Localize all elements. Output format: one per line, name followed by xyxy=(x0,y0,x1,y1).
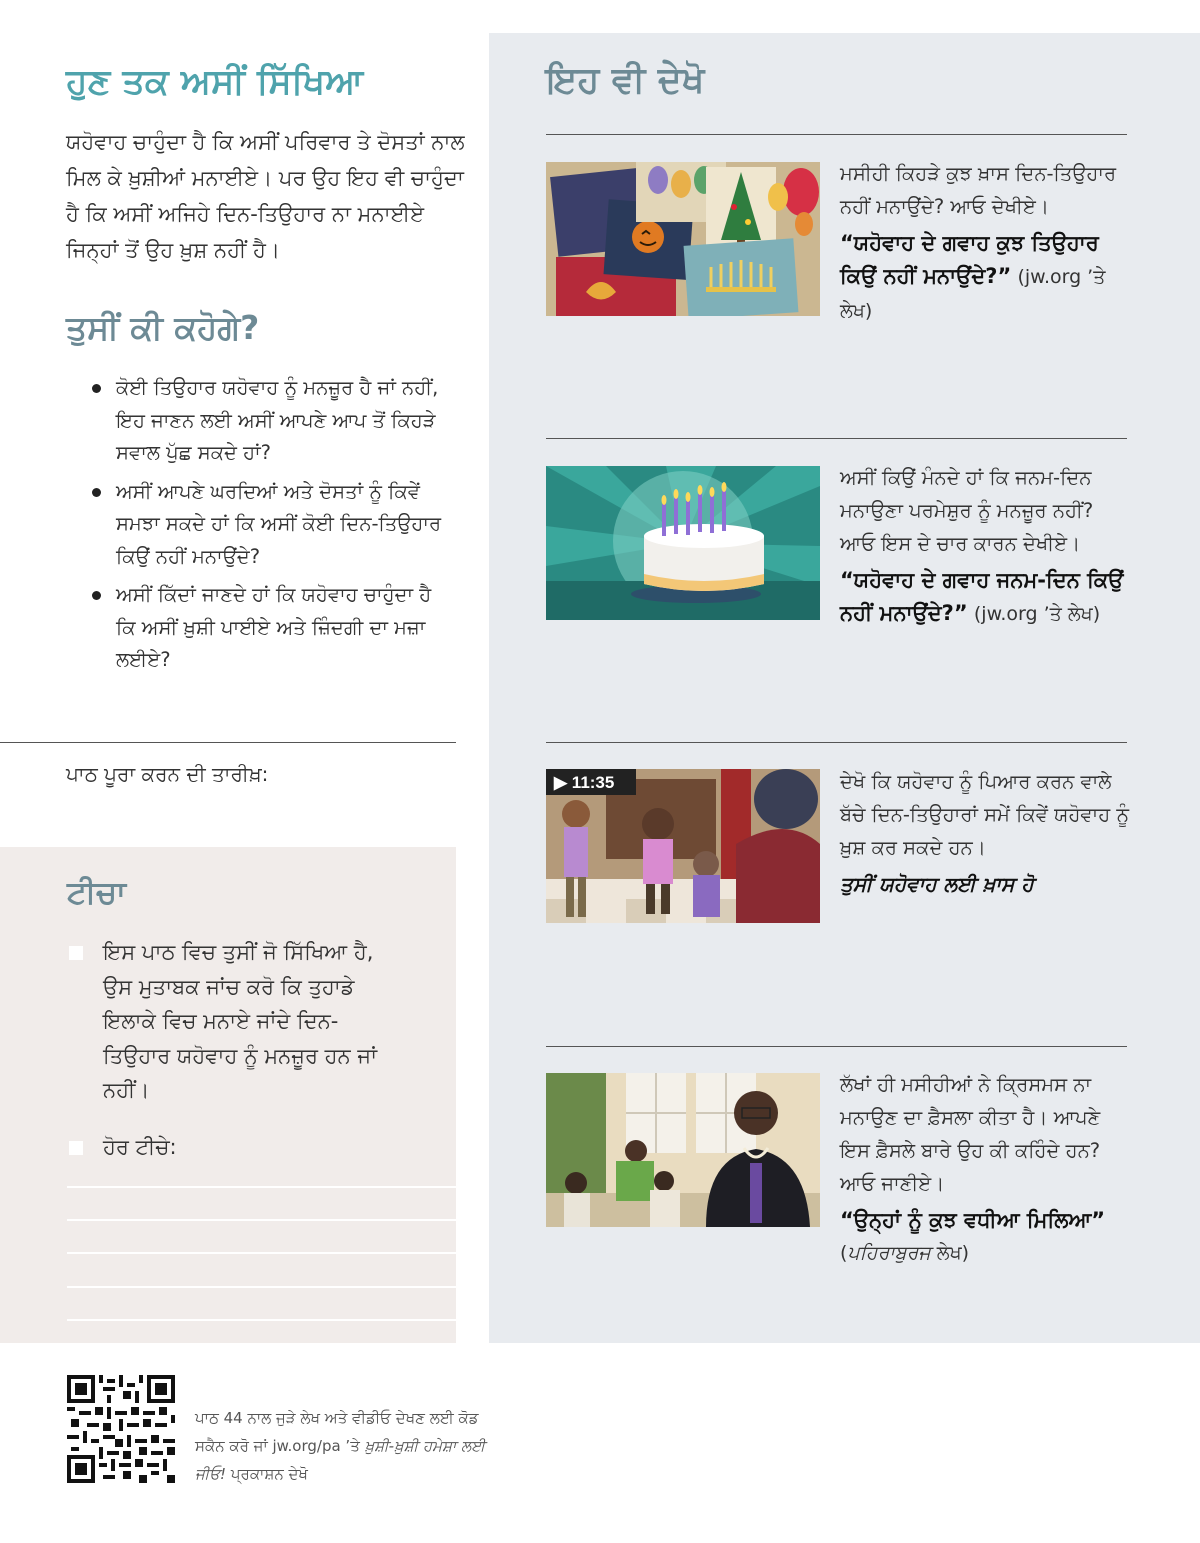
completion-date-label: ਪਾਠ ਪੂਰਾ ਕਰਨ ਦੀ ਤਾਰੀਖ਼: xyxy=(66,762,269,786)
summary-title: ਹੁਣ ਤਕ ਅਸੀਂ ਸਿੱਖਿਆ xyxy=(66,62,364,102)
see-also-title: ਇਹ ਵੀ ਦੇਖੋ xyxy=(546,60,705,101)
card-text xyxy=(840,765,1130,901)
footer-text-end: ਪ੍ਰਕਾਸ਼ਨ ਦੇਖੋ xyxy=(226,1465,308,1483)
question-text: ਅਸੀਂ ਆਪਣੇ ਘਰਦਿਆਂ ਅਤੇ ਦੋਸਤਾਂ ਨੂੰ ਕਿਵੇਂ ਸਮਝਾ ਸਕਦੇ ਹਾਂ ਕਿ ਅਸੀਂ ਕੋਈ ਦਿਨ-ਤਿਉਹਾਰ ਕਿਉਂ ਨਹੀਂ ਮਨਾਉਂਦੇ? xyxy=(116,479,442,568)
list-item xyxy=(92,476,452,574)
goal-text: ਇਸ ਪਾਠ ਵਿਚ ਤੁਸੀਂ ਜੋ ਸਿੱਖਿਆ ਹੈ, ਉਸ ਮੁਤਾਬਕ ਜਾਂਚ ਕਰੋ ਕਿ ਤੁਹਾਡੇ ਇਲਾਕੇ ਵਿਚ ਮਨਾਏ ਜਾਂਦੇ ਦਿਨ-ਤਿਉਹਾਰ ਯਹੋਵਾਹ ਨੂੰ ਮਨਜ਼ੂਰ ਹਨ ਜਾਂ ਨਹੀਂ। xyxy=(103,940,378,1102)
bullet-icon xyxy=(92,488,101,497)
writing-line[interactable] xyxy=(67,1186,456,1188)
holidays-collage-image[interactable] xyxy=(546,162,820,316)
article-source: (jw.org ’ਤੇ ਲੇਖ) xyxy=(973,603,1101,625)
list-item xyxy=(92,372,452,470)
divider xyxy=(546,1046,1127,1047)
question-text: ਅਸੀਂ ਕਿੱਦਾਂ ਜਾਣਦੇ ਹਾਂ ਕਿ ਯਹੋਵਾਹ ਚਾਹੁੰਦਾ ਹੈ ਕਿ ਅਸੀਂ ਖ਼ੁਸ਼ੀ ਪਾਈਏ ਅਤੇ ਜ਼ਿੰਦਗੀ ਦਾ ਮਜ਼ਾ ਲਈਏ? xyxy=(116,583,432,671)
divider xyxy=(546,134,1127,135)
goal-checkbox[interactable] xyxy=(69,1141,83,1155)
summary-text: ਯਹੋਵਾਹ ਚਾਹੁੰਦਾ ਹੈ ਕਿ ਅਸੀਂ ਪਰਿਵਾਰ ਤੇ ਦੋਸਤਾਂ ਨਾਲ ਮਿਲ ਕੇ ਖ਼ੁਸ਼ੀਆਂ ਮਨਾਈਏ। ਪਰ ਉਹ ਇਹ ਵੀ ਚਾਹੁੰਦਾ ਹੈ ਕਿ ਅਸੀਂ ਅਜਿਹੇ ਦਿਨ-ਤਿਉਹਾਰ ਨਾ ਮਨਾਈਏ ਜਿਨ੍ਹਾਂ ਤੋਂ ਉਹ ਖ਼ੁਸ਼ ਨਹੀਂ ਹੈ। xyxy=(66,130,465,262)
questions-list xyxy=(92,372,452,683)
article-source: (jw.org ’ਤੇ ਲੇਖ) xyxy=(840,266,1106,322)
divider xyxy=(0,742,456,743)
qr-code[interactable] xyxy=(67,1375,175,1483)
card-description: ਅਸੀਂ ਕਿਉਂ ਮੰਨਦੇ ਹਾਂ ਕਿ ਜਨਮ-ਦਿਨ ਮਨਾਉਣਾ ਪਰਮੇਸ਼ੁਰ ਨੂੰ ਮਨਜ਼ੂਰ ਨਹੀਂ? ਆਓ ਇਸ ਦੇ ਚਾਰ ਕਾਰਨ ਦੇਖੀਏ। xyxy=(840,466,1094,555)
magazine-name: ਪਹਿਰਾਬੁਰਜ xyxy=(847,1242,931,1264)
bullet-icon xyxy=(92,384,101,393)
card-description: ਦੇਖੋ ਕਿ ਯਹੋਵਾਹ ਨੂੰ ਪਿਆਰ ਕਰਨ ਵਾਲੇ ਬੱਚੇ ਦਿਨ-ਤਿਉਹਾਰਾਂ ਸਮੇਂ ਕਿਵੇਂ ਯਹੋਵਾਹ ਨੂੰ ਖ਼ੁਸ਼ ਕਰ ਸਕਦੇ ਹਨ। xyxy=(840,770,1130,859)
writing-line[interactable] xyxy=(67,1319,456,1321)
card-description: ਲੱਖਾਂ ਹੀ ਮਸੀਹੀਆਂ ਨੇ ਕ੍ਰਿਸਮਸ ਨਾ ਮਨਾਉਣ ਦਾ ਫ਼ੈਸਲਾ ਕੀਤਾ ਹੈ। ਆਪਣੇ ਇਸ ਫ਼ੈਸਲੇ ਬਾਰੇ ਉਹ ਕੀ ਕਹਿੰਦੇ ਹਨ? ਆਓ ਜਾਣੀਏ। xyxy=(840,1073,1101,1195)
divider xyxy=(546,742,1127,743)
family-photo-image[interactable] xyxy=(546,1073,820,1227)
article-link[interactable]: “ਯਹੋਵਾਹ ਦੇ ਗਵਾਹ ਕੁਝ ਤਿਉਹਾਰ ਕਿਉਂ ਨਹੀਂ ਮਨਾਉਂਦੇ?” xyxy=(840,231,1099,288)
writing-line[interactable] xyxy=(67,1219,456,1221)
birthday-cake-image[interactable] xyxy=(546,466,820,620)
footer-text-main: ਪਾਠ 44 ਨਾਲ ਜੁੜੇ ਲੇਖ ਅਤੇ ਵੀਡੀਓ ਦੇਖਣ ਲਈ ਕੋਡ ਸਕੈਨ ਕਰੋ ਜਾਂ jw.org/pa ’ਤੇ xyxy=(195,1409,479,1455)
questions-title: ਤੁਸੀਂ ਕੀ ਕਹੋਗੇ? xyxy=(66,308,260,347)
publication-title: ਖ਼ੁਸ਼ੀ-ਖ਼ੁਸ਼ੀ ਹਮੇਸ਼ਾ ਲਈ ਜੀਓ! xyxy=(195,1437,486,1483)
video-duration: ▶ 11:35 xyxy=(554,773,615,792)
source-close: ਲੇਖ) xyxy=(930,1242,970,1264)
card-text xyxy=(840,461,1130,631)
goal-title: ਟੀਚਾ xyxy=(67,875,126,911)
card-description: ਮਸੀਹੀ ਕਿਹੜੇ ਕੁਝ ਖ਼ਾਸ ਦਿਨ-ਤਿਉਹਾਰ ਨਹੀਂ ਮਨਾਉਂਦੇ? ਆਓ ਦੇਖੀਏ। xyxy=(840,162,1117,218)
article-link[interactable]: “ਯਹੋਵਾਹ ਦੇ ਗਵਾਹ ਜਨਮ-ਦਿਨ ਕਿਉਂ ਨਹੀਂ ਮਨਾਉਂਦੇ?” xyxy=(840,568,1124,625)
writing-line[interactable] xyxy=(67,1286,456,1288)
footer-text xyxy=(195,1404,505,1488)
divider xyxy=(546,438,1127,439)
video-link[interactable]: ਤੁਸੀਂ ਯਹੋਵਾਹ ਲਈ ਖ਼ਾਸ ਹੋ xyxy=(840,872,1034,896)
card-text xyxy=(840,1068,1130,1270)
bullet-icon xyxy=(92,591,101,600)
source-open: ( xyxy=(840,1242,848,1264)
goal-text: ਹੋਰ ਟੀਚੇ: xyxy=(103,1135,177,1159)
goal-checkbox[interactable] xyxy=(69,946,83,960)
list-item xyxy=(92,579,452,677)
article-link[interactable]: “ਉਨ੍ਹਾਂ ਨੂੰ ਕੁਝ ਵਧੀਆ ਮਿਲਿਆ” xyxy=(840,1208,1106,1232)
writing-line[interactable] xyxy=(67,1252,456,1254)
question-text: ਕੋਈ ਤਿਉਹਾਰ ਯਹੋਵਾਹ ਨੂੰ ਮਨਜ਼ੂਰ ਹੈ ਜਾਂ ਨਹੀਂ, ਇਹ ਜਾਣਨ ਲਈ ਅਸੀਂ ਆਪਣੇ ਆਪ ਤੋਂ ਕਿਹੜੇ ਸਵਾਲ ਪੁੱਛ ਸਕਦੇ ਹਾਂ? xyxy=(116,376,439,464)
card-text xyxy=(840,157,1130,328)
video-thumbnail[interactable] xyxy=(546,769,820,923)
